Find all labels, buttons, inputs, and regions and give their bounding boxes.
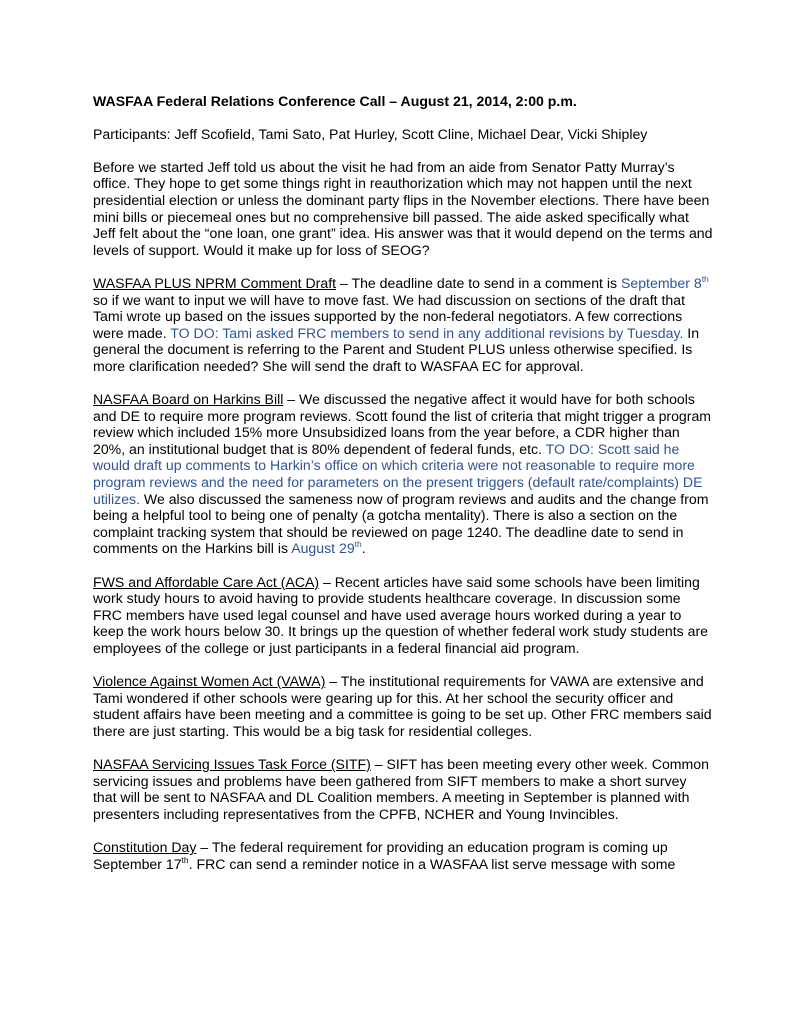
vawa-section: Violence Against Women Act (VAWA) – The institutional requirements for VAWA are extensive and Tami wondered if other schools were gearing up for this. At her school the security officer and student affairs have been meeting and a committee is going to be set up. Other FRC members said there are just starting. This would be a big task for residential colleges. bbox=[93, 673, 712, 739]
section-heading: NASFAA Servicing Issues Task Force (SITF) bbox=[93, 756, 371, 773]
section-heading: FWS and Affordable Care Act (ACA) bbox=[93, 573, 320, 590]
section-heading: NASFAA Board on Harkins Bill bbox=[93, 391, 284, 408]
deadline-date: September 8th bbox=[620, 273, 709, 291]
intro-paragraph: Before we started Jeff told us about the visit he had from an aide from Senator Patty Murray’s office. They hope to get some things right in reauthorization which may not happen until the next presidential election or unless the dominant party flips in the November elections. There have been mini bills or piecemeal ones but no comprehensive bill passed. The aide asked specifically what Jeff felt about the “one loan, one grant” idea. His answer was that it would depend on the terms and levels of support. Would it make up for loss of SEOG? bbox=[93, 158, 713, 258]
document-title: WASFAA Federal Relations Conference Call – August 21, 2014, 2:00 p.m. bbox=[93, 93, 577, 109]
section-heading: Violence Against Women Act (VAWA) bbox=[93, 673, 326, 690]
sitf-section: NASFAA Servicing Issues Task Force (SITF) – SIFT has been meeting every other week. Common servicing issues and problems have been gathered from SIFT members to make a short survey that will be sent to NASFAA and DL Coalition members. A meeting in September is planned with presenters including representatives from the CPFB, NCHER and Young Invincibles. bbox=[93, 756, 709, 822]
section-heading: WASFAA PLUS NPRM Comment Draft bbox=[93, 274, 337, 291]
harkins-bill-section: NASFAA Board on Harkins Bill – We discussed the negative affect it would have for both schools and DE to require more program reviews. Scott found the list of criteria that might trigger a program review which included 15% more Unsubsidized loans from the year before, a CDR higher than 20%, an institutional budget that is 80% dependent of federal funds, etc. TO DO: Scott said he would draft up comments to Harkin’s office on which criteria were not reasonable to require more program reviews and the need for parameters on the present triggers (default rate/complaints) DE utilizes. We also discussed the sameness now of program reviews and audits and the change from being a helpful tool to being one of penalty (a gotcha mentality). There is also a section on the complaint tracking system that should be reviewed on page 1240. The deadline date to send in comments on the Harkins bill is August 29th. bbox=[93, 391, 712, 557]
document-body bbox=[93, 93, 713, 889]
participants-line: Participants: Jeff Scofield, Tami Sato, Pat Hurley, Scott Cline, Michael Dear, Vicki Shipley bbox=[93, 125, 648, 142]
deadline-date: August 29th bbox=[291, 539, 362, 557]
aca-section: FWS and Affordable Care Act (ACA) – Recent articles have said some schools have been limiting work study hours to avoid having to provide students healthcare coverage. In discussion some FRC members have used legal counsel and have used average hours worked during a year to keep the work hours below 30. It brings up the question of whether federal work study students are employees of the college or just participants in a federal financial aid program. bbox=[93, 573, 708, 656]
todo-note: TO DO: Scott said he would draft up comments to Harkin’s office on which criteria were not reasonable to require more program reviews and the need for parameters on the present triggers (default rate/complaints) DE utilizes. bbox=[93, 440, 703, 507]
constitution-day-section: Constitution Day – The federal requirement for providing an education program is coming up September 17th. FRC can send a reminder notice in a WASFAA list serve message with some bbox=[93, 839, 676, 872]
section-heading: Constitution Day bbox=[93, 839, 197, 856]
plus-nprm-section: WASFAA PLUS NPRM Comment Draft – The deadline date to send in a comment is September 8th so if we want to input we will have to move fast. We had discussion on sections of the draft that Tami wrote up based on the issues supported by the non-federal negotiators. A few corrections were made. TO DO: Tami asked FRC members to send in any additional revisions by Tuesday. In general the document is referring to the Parent and Student PLUS unless otherwise specified. Is more clarification needed? She will send the draft to WASFAA EC for approval. bbox=[93, 273, 709, 374]
todo-note: TO DO: Tami asked FRC members to send in any additional revisions by Tuesday. bbox=[170, 324, 684, 341]
